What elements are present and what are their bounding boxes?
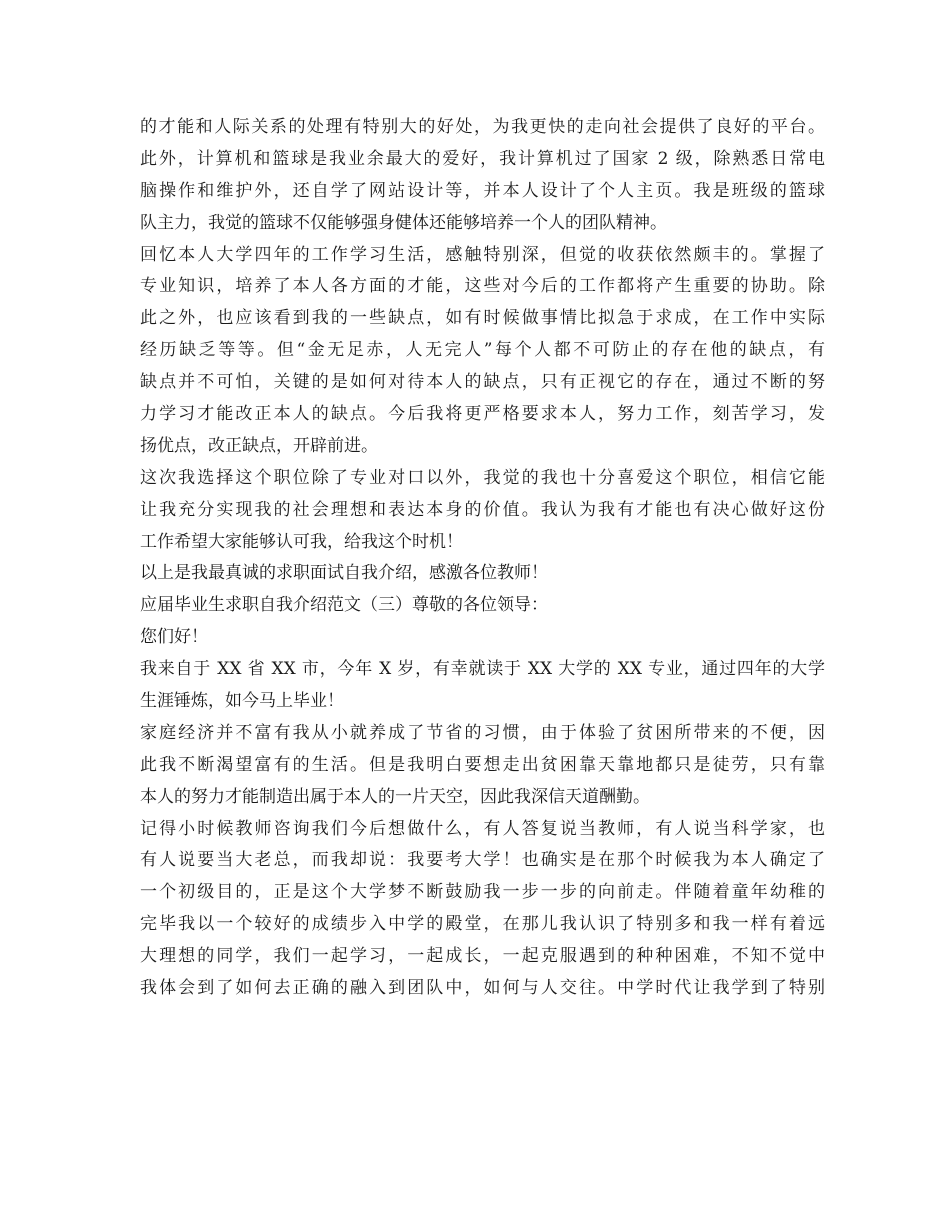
text-line: 经历缺乏等等。但“金无足赤，人无完人”每个人都不可防止的存在他的缺点，有 [140,340,825,361]
text-line: 您们好！ [140,627,208,648]
text-line: 我来自于 XX 省 XX 市，今年 X 岁，有幸就读于 XX 大学的 XX 专业，通过四年的大学 [140,659,825,680]
text-line: 完毕我以一个较好的成绩步入中学的殿堂，在那儿我认识了特别多和我一样有着远 [140,914,825,935]
text-line: 本人的努力才能制造出属于本人的一片天空，因此我深信天道酬勤。 [140,786,650,807]
text-line: 队主力，我觉的篮球不仅能够强身健体还能够培养一个人的团队精神。 [140,212,667,233]
text-line: 我体会到了如何去正确的融入到团队中，如何与人交往。中学时代让我学到了特别 [140,978,825,999]
text-line: 此外，计算机和篮球是我业余最大的爱好，我计算机过了国家 2 级，除熟悉日常电 [140,148,825,169]
text-line: 以上是我最真诚的求职面试自我介绍，感激各位教师！ [140,563,548,584]
text-line: 扬优点，改正缺点，开辟前进。 [140,435,378,456]
text-line: 记得小时候教师咨询我们今后想做什么，有人答复说当教师，有人说当科学家，也 [140,818,825,839]
text-line: 的才能和人际关系的处理有特别大的好处，为我更快的走向社会提供了良好的平台。 [140,117,825,137]
text-line: 脑操作和维护外，还自学了网站设计等，并本人设计了个人主页。我是班级的篮球 [140,180,825,201]
text-line: 此我不断渴望富有的生活。但是我明白要想走出贫困靠天靠地都只是徒劳，只有靠 [140,754,825,775]
text-line: 回忆本人大学四年的工作学习生活，感触特别深，但觉的收获依然颇丰的。掌握了 [140,244,825,265]
text-line: 缺点并不可怕，关键的是如何对待本人的缺点，只有正视它的存在，通过不断的努 [140,372,825,393]
text-line: 力学习才能改正本人的缺点。今后我将更严格要求本人，努力工作，刻苦学习，发 [140,404,825,425]
text-line: 这次我选择这个职位除了专业对口以外，我觉的我也十分喜爱这个职位，相信它能 [140,467,825,488]
text-line: 家庭经济并不富有我从小就养成了节省的习惯，由于体验了贫困所带来的不便，因 [140,722,825,743]
text-line: 一个初级目的，正是这个大学梦不断鼓励我一步一步的向前走。伴随着童年幼稚的 [140,882,825,903]
text-line: 工作希望大家能够认可我，给我这个时机！ [140,531,463,552]
text-line: 生涯锤炼，如今马上毕业！ [140,691,344,712]
document-body [140,112,825,1005]
text-line: 让我充分实现我的社会理想和表达本身的价值。我认为我有才能也有决心做好这份 [140,499,825,520]
text-line: 应届毕业生求职自我介绍范文（三）尊敬的各位领导： [140,595,548,616]
text-line: 专业知识，培养了本人各方面的才能，这些对今后的工作都将产生重要的协助。除 [140,276,825,297]
text-line: 此之外，也应该看到我的一些缺点，如有时候做事情比拟急于求成，在工作中实际 [140,308,825,329]
text-line: 大理想的同学，我们一起学习，一起成长，一起克服遇到的种种困难，不知不觉中 [140,946,825,967]
text-line: 有人说要当大老总，而我却说：我要考大学！也确实是在那个时候我为本人确定了 [140,850,825,871]
